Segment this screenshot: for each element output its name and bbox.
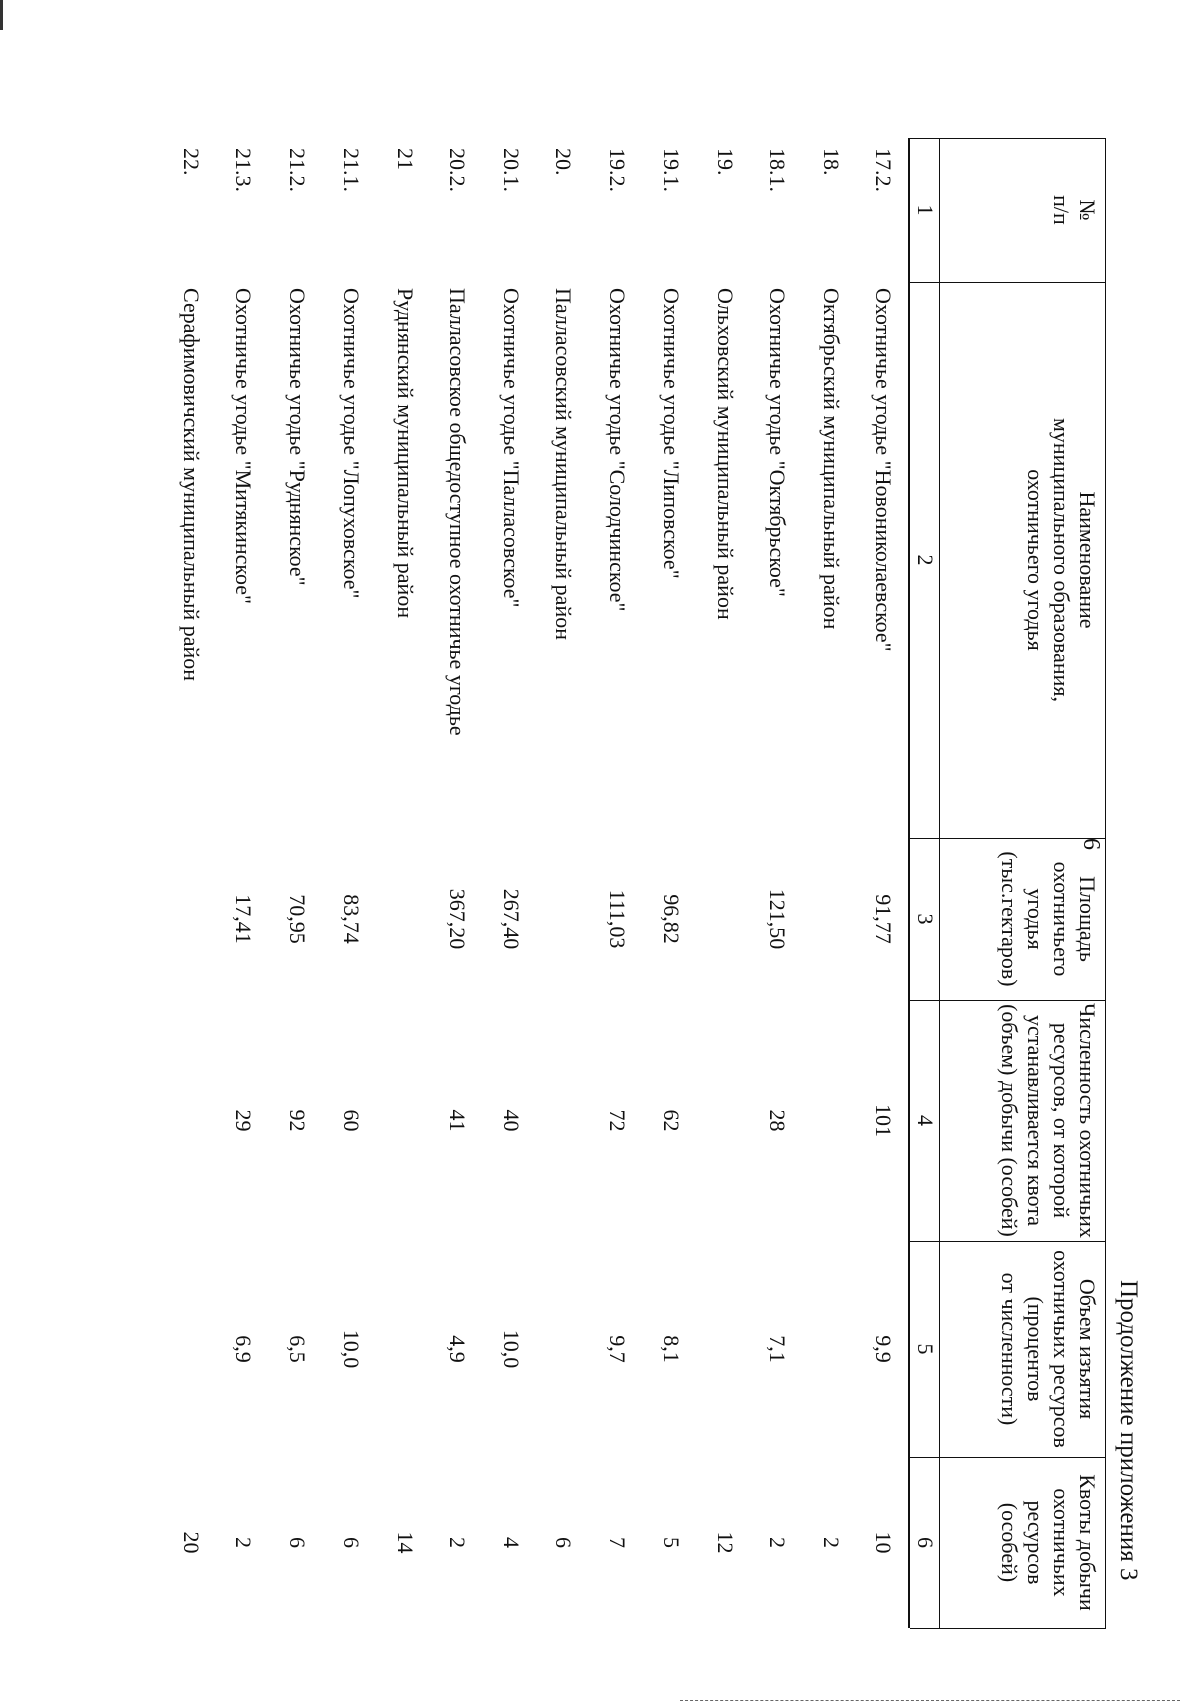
header-line: Наименование	[1075, 491, 1100, 629]
continuation-label: Продолжение приложения 3	[1115, 1280, 1142, 1581]
header-line: (тыс.гектаров)	[997, 851, 1022, 987]
row-name: Палласовский муниципальный район	[551, 288, 576, 640]
row-pct: 9,7	[605, 1335, 630, 1363]
header-col-6	[996, 1457, 1100, 1628]
header-line: №	[1075, 199, 1100, 221]
header-line: Объем изъятия	[1075, 1278, 1100, 1420]
row-n: 20.2.	[445, 148, 470, 192]
row-area: 83,74	[339, 894, 364, 944]
row-n: 21.3.	[231, 148, 256, 192]
header-line: п/п	[1049, 195, 1074, 225]
row-area: 17,41	[231, 894, 256, 944]
header-line: (процентов	[1023, 1296, 1048, 1402]
header-line: (особей)	[997, 1502, 1022, 1583]
header-col-1	[1048, 138, 1100, 282]
row-count: 40	[499, 1109, 524, 1132]
row-n: 20.	[551, 148, 576, 176]
row-quota: 5	[659, 1537, 684, 1548]
page-number: 6	[1078, 838, 1104, 850]
row-quota: 2	[231, 1537, 256, 1548]
row-n: 21.1.	[339, 148, 364, 192]
column-number: 1	[913, 204, 938, 216]
table-rule	[908, 138, 910, 1628]
row-pct: 7,1	[765, 1335, 790, 1363]
row-n: 17.2.	[871, 148, 896, 192]
header-line: устанавливается квота	[1023, 1015, 1048, 1226]
row-n: 19.	[713, 148, 738, 176]
row-n: 19.1.	[659, 148, 684, 192]
row-count: 62	[659, 1109, 684, 1132]
row-quota: 6	[339, 1537, 364, 1548]
header-line: охотничьих ресурсов	[1049, 1250, 1074, 1448]
row-name: Охотничье угодье "Липовское"	[659, 288, 684, 579]
row-area: 70,95	[285, 894, 310, 944]
row-area: 367,20	[445, 888, 470, 950]
row-pct: 10,0	[339, 1329, 364, 1369]
header-col-2	[1022, 282, 1100, 838]
row-n: 22.	[179, 148, 204, 176]
row-count: 28	[765, 1109, 790, 1132]
row-name: Руднянский муниципальный район	[393, 288, 418, 619]
row-name: Охотничье угодье "Руднянское"	[285, 288, 310, 586]
header-line: Квоты добычи	[1075, 1474, 1100, 1611]
row-area: 121,50	[765, 888, 790, 950]
row-name: Октябрьский муниципальный район	[819, 288, 844, 630]
header-line: угодья	[1023, 888, 1048, 950]
row-count: 29	[231, 1109, 256, 1132]
table-rule	[939, 138, 940, 1628]
row-name: Ольховский муниципальный район	[713, 288, 738, 620]
row-count: 72	[605, 1109, 630, 1132]
row-quota: 14	[393, 1531, 418, 1554]
header-col-3	[996, 838, 1100, 1000]
row-quota: 10	[871, 1531, 896, 1554]
row-quota: 2	[765, 1537, 790, 1548]
header-line: ресурсов, от которой	[1049, 1022, 1074, 1219]
row-count: 60	[339, 1109, 364, 1132]
header-line: (объем) добычи (особей)	[997, 1004, 1022, 1237]
row-n: 18.	[819, 148, 844, 176]
row-quota: 20	[179, 1531, 204, 1554]
row-name: Охотничье угодье "Митякинское"	[231, 288, 256, 604]
column-number: 5	[913, 1343, 938, 1355]
row-name: Охотничье угодье "Солодчинское"	[605, 288, 630, 612]
row-quota: 12	[713, 1531, 738, 1554]
header-line: от численности)	[997, 1272, 1022, 1426]
row-count: 92	[285, 1109, 310, 1132]
row-quota: 7	[605, 1537, 630, 1548]
column-rule	[910, 1628, 1106, 1629]
row-quota: 6	[285, 1537, 310, 1548]
row-name: Охотничье угодье "Лопуховское"	[339, 288, 364, 599]
header-line: охотничьих	[1049, 1488, 1074, 1597]
column-number: 4	[913, 1115, 938, 1126]
row-pct: 8,1	[659, 1335, 684, 1363]
row-name: Охотничье угодье "Октябрьское"	[765, 288, 790, 597]
header-col-4	[996, 1000, 1100, 1241]
row-quota: 6	[551, 1537, 576, 1548]
row-name: Серафимовичский муниципальный район	[179, 288, 204, 682]
row-area: 111,03	[605, 889, 630, 949]
row-name: Палласовское общедоступное охотничье угодье	[445, 288, 470, 736]
row-n: 20.1.	[499, 148, 524, 192]
row-n: 21.2.	[285, 148, 310, 192]
column-number: 2	[913, 554, 938, 566]
row-area: 267,40	[499, 888, 524, 950]
row-pct: 10,0	[499, 1329, 524, 1369]
row-quota: 2	[819, 1537, 844, 1548]
table-rule	[1105, 138, 1106, 1628]
row-pct: 6,5	[285, 1335, 310, 1363]
row-count: 41	[445, 1109, 470, 1132]
column-number: 3	[913, 913, 938, 925]
row-area: 91,77	[871, 894, 896, 944]
header-line: ресурсов	[1023, 1500, 1048, 1585]
quota-table	[96, 138, 1106, 1628]
row-quota: 2	[445, 1537, 470, 1548]
header-line: охотничьего	[1049, 861, 1074, 977]
row-quota: 4	[499, 1537, 524, 1548]
row-area: 96,82	[659, 894, 684, 944]
header-line: охотничьего угодья	[1023, 469, 1048, 651]
row-pct: 6,9	[231, 1335, 256, 1363]
row-pct: 4,9	[445, 1335, 470, 1363]
row-n: 18.1.	[765, 148, 790, 192]
row-n: 19.2.	[605, 148, 630, 192]
row-name: Охотничье угодье "Палласовское"	[499, 288, 524, 608]
row-n: 21	[393, 148, 418, 170]
header-line: Площадь	[1075, 876, 1100, 962]
row-pct: 9,9	[871, 1335, 896, 1363]
header-line: Численность охотничьих	[1075, 1003, 1100, 1238]
row-name: Охотничье угодье "Новониколаевское"	[871, 288, 896, 652]
header-col-5	[996, 1241, 1100, 1457]
header-line: муниципального образования,	[1049, 417, 1074, 703]
row-count: 101	[871, 1104, 896, 1137]
column-number: 6	[913, 1537, 938, 1548]
